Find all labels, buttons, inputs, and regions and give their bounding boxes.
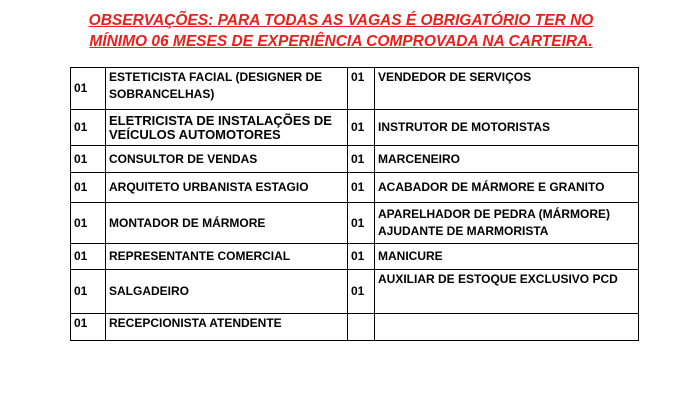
notice-line-1: OBSERVAÇÕES: PARA TODAS AS VAGAS É OBRIGATÓRIO TER NO [88, 12, 594, 29]
job-title: ACABADOR DE MÁRMORE E GRANITO [375, 173, 639, 203]
table-row [71, 270, 639, 314]
notice-banner [0, 10, 682, 52]
table-row [71, 68, 639, 110]
table-row [71, 173, 639, 203]
vacancy-count: 01 [71, 270, 106, 314]
job-title: VENDEDOR DE SERVIÇOS [375, 68, 639, 110]
job-title: MANICURE [375, 244, 639, 270]
job-title: MARCENEIRO [375, 146, 639, 173]
table-row [71, 203, 639, 244]
vacancy-count: 01 [348, 244, 375, 270]
vacancy-count: 01 [71, 68, 106, 110]
job-title: AUXILIAR DE ESTOQUE EXCLUSIVO PCD [375, 270, 639, 314]
vacancy-count: 01 [348, 146, 375, 173]
empty-cell [348, 314, 375, 341]
notice-line-2: MÍNIMO 06 MESES DE EXPERIÊNCIA COMPROVADA NA CARTEIRA. [89, 33, 593, 50]
vacancy-count: 01 [348, 68, 375, 110]
vacancy-count: 01 [71, 314, 106, 341]
empty-cell [375, 314, 639, 341]
vacancy-count: 01 [348, 173, 375, 203]
job-title: SALGADEIRO [106, 270, 348, 314]
vacancy-count: 01 [348, 203, 375, 244]
job-title: ESTETICISTA FACIAL (DESIGNER DE SOBRANCELHAS) [106, 68, 348, 110]
vacancy-count: 01 [348, 110, 375, 146]
job-title: INSTRUTOR DE MOTORISTAS [375, 110, 639, 146]
vacancy-count: 01 [71, 173, 106, 203]
vacancy-count: 01 [348, 270, 375, 314]
job-vacancies-table [70, 67, 639, 341]
job-title: ARQUITETO URBANISTA ESTAGIO [106, 173, 348, 203]
job-title: APARELHADOR DE PEDRA (MÁRMORE) AJUDANTE DE MARMORISTA [375, 203, 639, 244]
job-title: MONTADOR DE MÁRMORE [106, 203, 348, 244]
table-row [71, 146, 639, 173]
job-title: REPRESENTANTE COMERCIAL [106, 244, 348, 270]
vacancy-count: 01 [71, 244, 106, 270]
table-row [71, 244, 639, 270]
table-row [71, 110, 639, 146]
vacancy-count: 01 [71, 110, 106, 146]
vacancy-count: 01 [71, 146, 106, 173]
job-title: ELETRICISTA DE INSTALAÇÕES DE VEÍCULOS AUTOMOTORES [106, 110, 348, 146]
vacancy-count: 01 [71, 203, 106, 244]
table-row [71, 314, 639, 341]
job-title: CONSULTOR DE VENDAS [106, 146, 348, 173]
job-title: RECEPCIONISTA ATENDENTE [106, 314, 348, 341]
